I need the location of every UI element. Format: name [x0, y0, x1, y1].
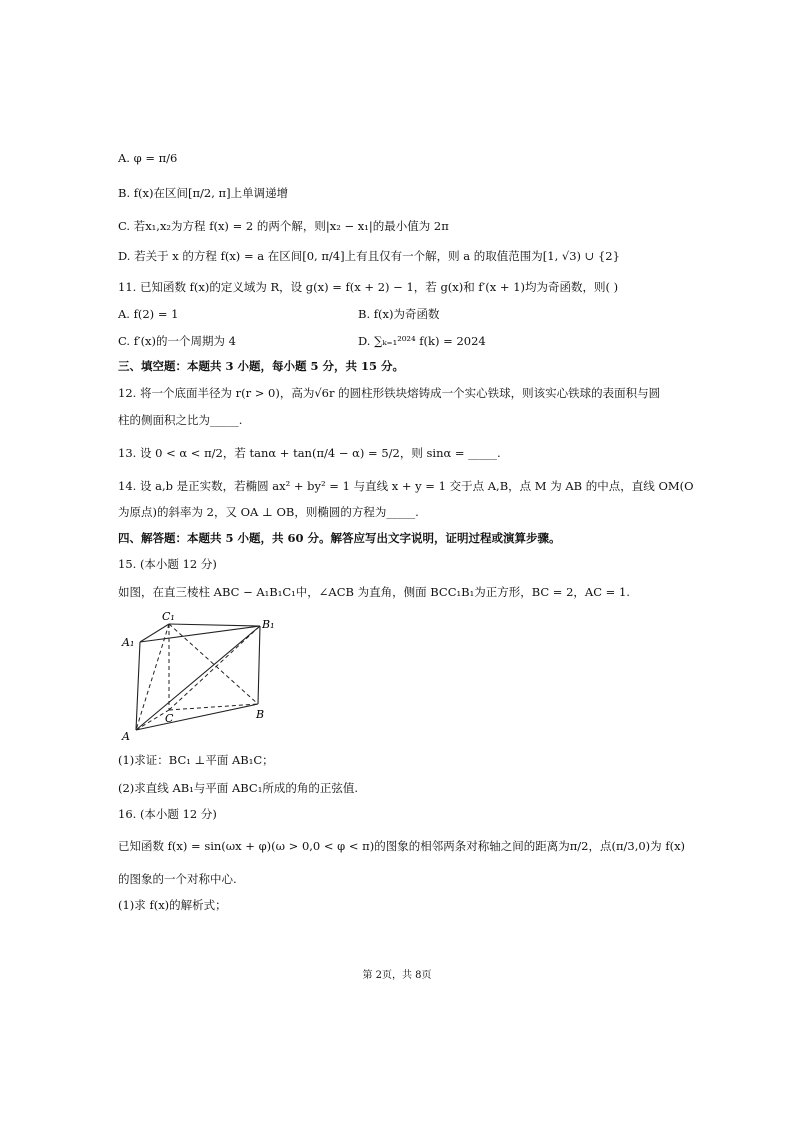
q16-stem-2: 的图象的一个对称中心.	[118, 872, 237, 886]
q15-stem: 如图，在直三棱柱 ABC − A₁B₁C₁中，∠ACB 为直角，侧面 BCC₁B₁为正方形，BC = 2，AC = 1.	[118, 585, 630, 599]
q12-line-2: 柱的侧面积之比为_____.	[118, 413, 243, 427]
q11-option-d: D. ∑ₖ₌₁²⁰²⁴ f(k) = 2024	[358, 334, 486, 348]
q15-part-1: (1)求证：BC₁ ⊥平面 AB₁C；	[118, 753, 274, 767]
label-b1: B₁	[262, 618, 275, 631]
q10-option-d: D. 若关于 x 的方程 f(x) = a 在区间[0, π/4]上有且仅有一个解，则 a 的取值范围为[1, √3) ∪ {2}	[118, 249, 620, 263]
prism-figure	[112, 606, 282, 742]
label-a: A	[122, 730, 130, 742]
q14-line-2: 为原点)的斜率为 2，又 OA ⊥ OB，则椭圆的方程为_____.	[118, 505, 419, 519]
label-c1: C₁	[162, 610, 175, 623]
q10-option-b: B. f(x)在区间[π/2, π]上单调递增	[118, 186, 289, 200]
q14-line-1: 14. 设 a,b 是正实数，若椭圆 ax² + by² = 1 与直线 x + y = 1 交于点 A,B，点 M 为 AB 的中点，直线 OM(O	[118, 479, 694, 493]
q15-part-2: (2)求直线 AB₁与平面 ABC₁所成的角的正弦值.	[118, 781, 358, 795]
q16-part-1: (1)求 f(x)的解析式；	[118, 898, 227, 912]
q10-option-a: A. φ = π/6	[118, 151, 178, 165]
q16-header: 16. (本小题 12 分)	[118, 807, 217, 821]
label-b: B	[256, 708, 265, 721]
q11-option-a: A. f(2) = 1	[118, 307, 179, 321]
q16-stem-1: 已知函数 f(x) = sin(ωx + φ)(ω > 0,0 < φ < π)的图象的相邻两条对称轴之间的距离为π/2，点(π/3,0)为 f(x)	[118, 839, 686, 853]
q10-option-c: C. 若x₁,x₂为方程 f(x) = 2 的两个解，则|x₂ − x₁|的最小值为 2π	[118, 219, 449, 233]
page-footer: 第 2页，共 8页	[362, 970, 432, 981]
q13: 13. 设 0 < α < π/2，若 tanα + tan(π/4 − α) = 5/2，则 sinα = _____.	[118, 446, 501, 460]
label-c: C	[165, 712, 174, 725]
section-3-heading: 三、填空题：本题共 3 小题，每小题 5 分，共 15 分。	[118, 359, 405, 373]
label-a1: A₁	[122, 636, 135, 649]
q12-line-1: 12. 将一个底面半径为 r(r > 0)，高为√6r 的圆柱形铁块熔铸成一个实心铁球，则该实心铁球的表面积与圆	[118, 386, 661, 400]
q15-header: 15. (本小题 12 分)	[118, 557, 217, 571]
q11-option-b: B. f(x)为奇函数	[358, 307, 440, 321]
q11-stem: 11. 已知函数 f(x)的定义域为 R，设 g(x) = f(x + 2) − 1，若 g(x)和 f′(x + 1)均为奇函数，则( )	[118, 280, 619, 294]
q11-option-c: C. f′(x)的一个周期为 4	[118, 334, 236, 348]
section-4-heading: 四、解答题：本题共 5 小题，共 60 分。解答应写出文字说明，证明过程或演算步骤。	[118, 531, 561, 545]
